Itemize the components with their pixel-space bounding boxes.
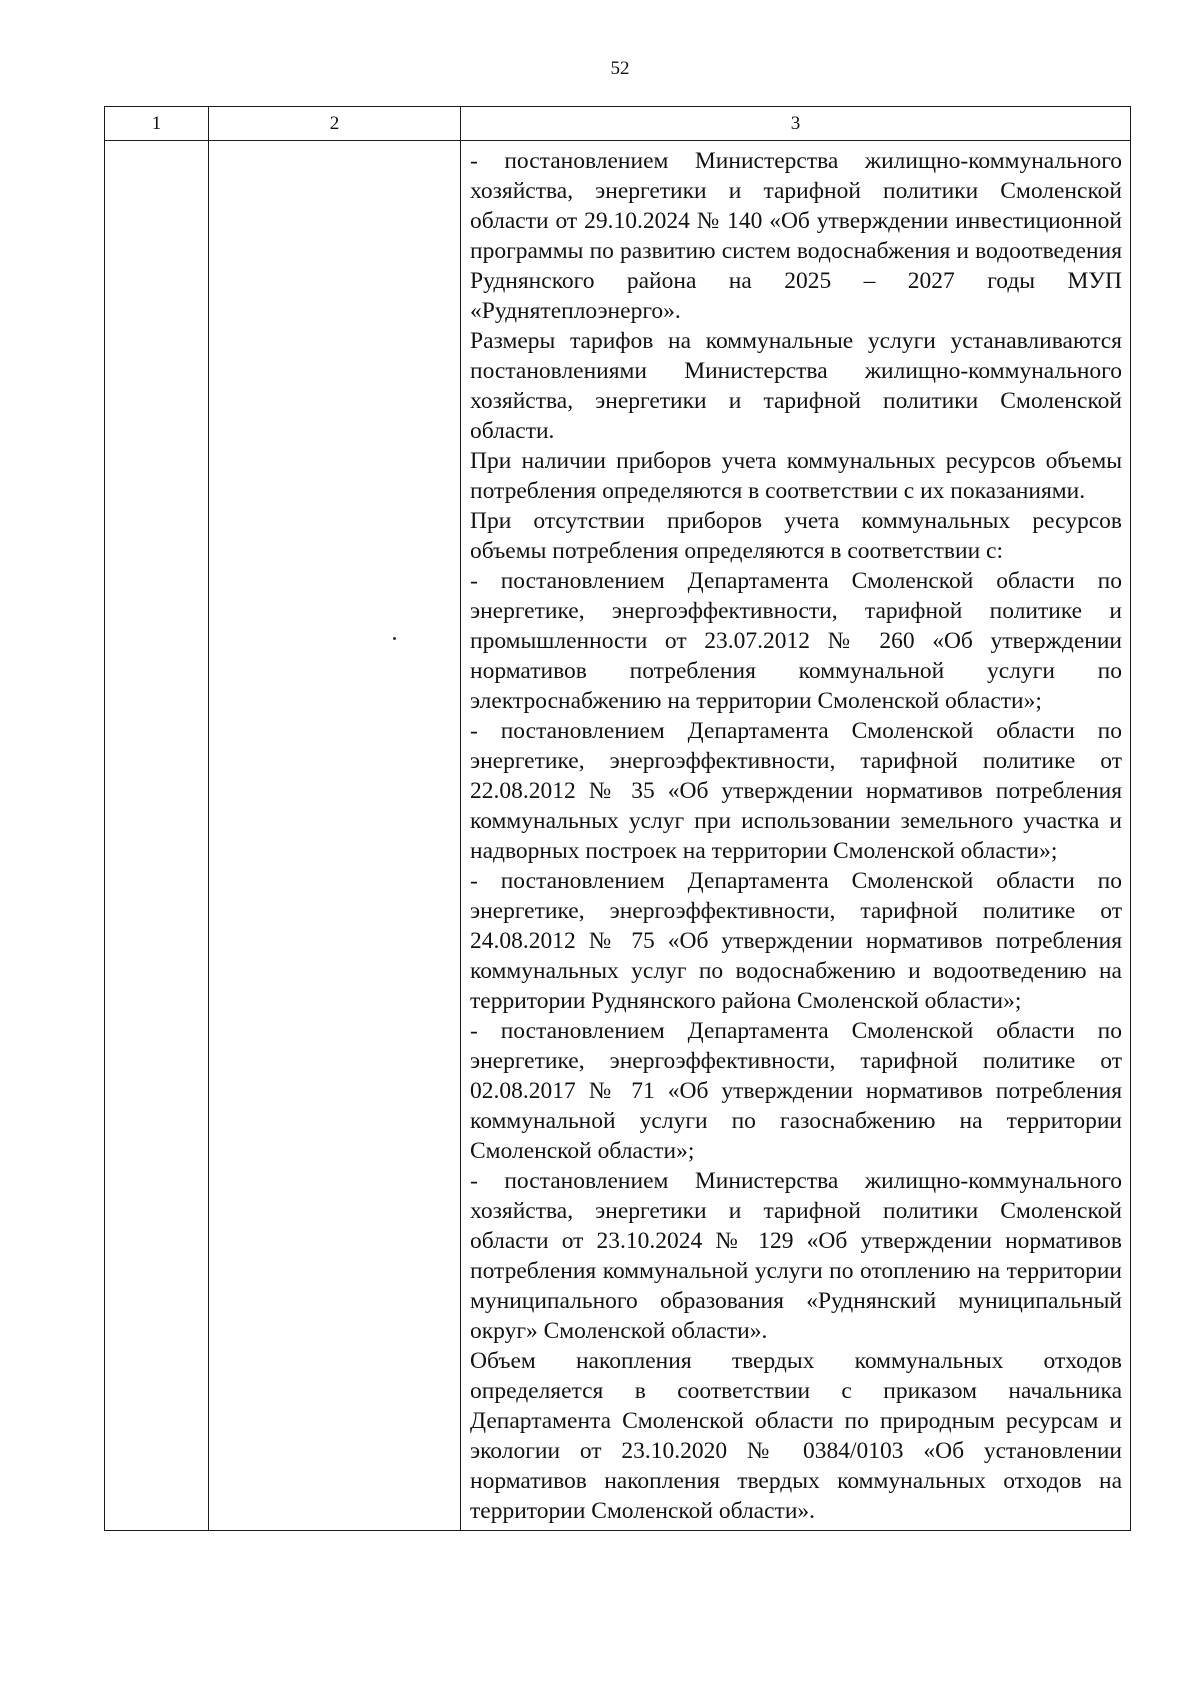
paragraph-heating-norms: - постановлением Министерства жилищно-коммунального хозяйства, энергетики и тарифной политики Смоленской области от 23.10.2024 № 129 «Об утверждении нормативов потребления коммунальной услуги по отоплению на территории муниципального образования «Руднянский муниципальный округ» Смоленской области».: [470, 1168, 1122, 1344]
paragraph-investment-program: - постановлением Министерства жилищно-коммунального хозяйства, энергетики и тарифной политики Смоленской области от 29.10.2024 № 140 «Об утверждении инвестиционной программы по развитию систем водоснабжения и водоотведения Руднянского района на 2025 – 2027 годы МУП «Руднятеплоэнерго».: [470, 148, 1122, 324]
header-cell-1: 1: [105, 107, 209, 141]
document-table: [104, 106, 1131, 1531]
paragraph-waste-norms: Объем накопления твердых коммунальных отходов определяется в соответствии с приказом начальника Департамента Смоленской области по природным ресурсам и экологии от 23.10.2020 № 0384/0103 «Об установлении нормативов накопления твердых коммунальных отходов на территории Смоленской области».: [470, 1348, 1122, 1524]
paragraph-tariff-sizes: Размеры тарифов на коммунальные услуги устанавливаются постановлениями Министерства жилищно-коммунального хозяйства, энергетики и тарифной политики Смоленской области.: [470, 328, 1122, 444]
paragraph-meters-absent: При отсутствии приборов учета коммунальных ресурсов объемы потребления определяются в соответствии с:: [470, 508, 1122, 564]
paragraph-electricity-norms: - постановлением Департамента Смоленской области по энергетике, энергоэффективности, тарифной политике и промышленности от 23.07.2012 № 260 «Об утверждении нормативов потребления коммунальной услуги по электроснабжению на территории Смоленской области»;: [470, 568, 1122, 714]
page-number: 52: [610, 58, 630, 79]
paragraph-meters-present: При наличии приборов учета коммунальных ресурсов объемы потребления определяются в соответствии с их показаниями.: [470, 448, 1122, 504]
cell-col3: [461, 141, 1131, 1531]
cell-col2: [209, 141, 461, 1531]
paragraph-gas-norms: - постановлением Департамента Смоленской области по энергетике, энергоэффективности, тарифной политике от 02.08.2017 № 71 «Об утверждении нормативов потребления коммунальной услуги по газоснабжению на территории Смоленской области»;: [470, 1018, 1122, 1164]
header-cell-2: 2: [209, 107, 461, 141]
table-row: [105, 141, 1131, 1531]
header-cell-3: 3: [461, 107, 1131, 141]
scan-speck: [393, 637, 396, 640]
paragraph-land-plot-norms: - постановлением Департамента Смоленской области по энергетике, энергоэффективности, тарифной политике от 22.08.2012 № 35 «Об утверждении нормативов потребления коммунальных услуг при использовании земельного участка и надворных построек на территории Смоленской области»;: [470, 718, 1122, 864]
cell-content: [461, 141, 1130, 1530]
cell-col1: [105, 141, 209, 1531]
table-header-row: [105, 107, 1131, 141]
paragraph-water-norms: - постановлением Департамента Смоленской области по энергетике, энергоэффективности, тарифной политике от 24.08.2012 № 75 «Об утверждении нормативов потребления коммунальных услуг по водоснабжению и водоотведению на территории Руднянского района Смоленской области»;: [470, 868, 1122, 1014]
